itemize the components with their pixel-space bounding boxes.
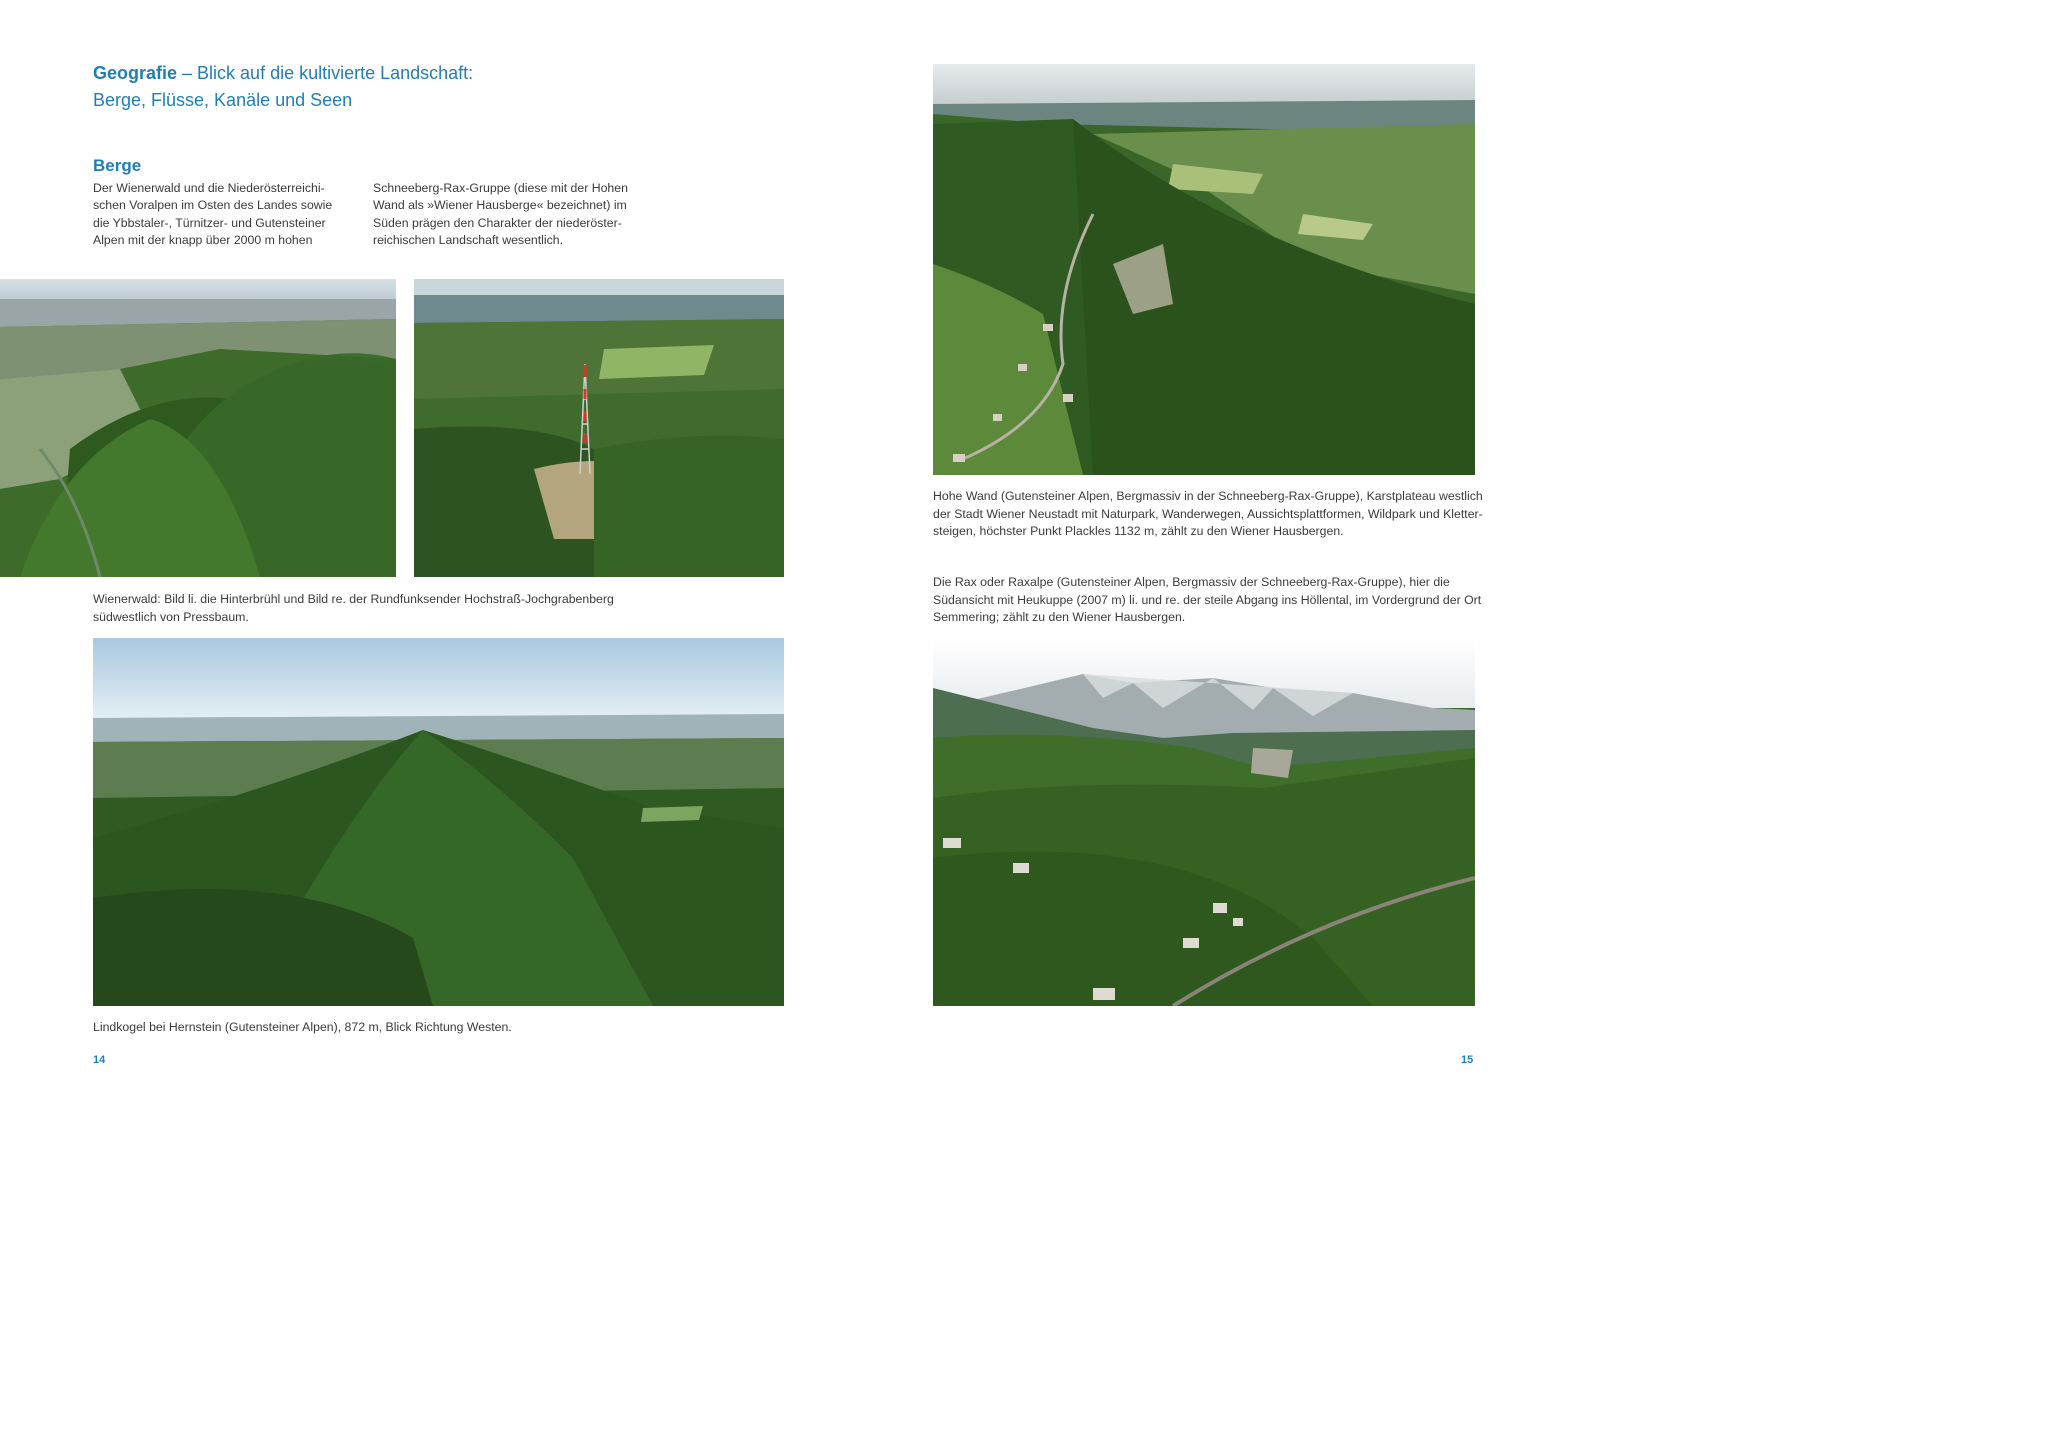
photo-lindkogel: [93, 638, 784, 1006]
caption-lindkogel: [93, 1019, 713, 1037]
caption-rax: [933, 574, 1493, 627]
body-line: reichischen Landschaft wesentlich.: [373, 232, 564, 247]
title-bold: Geografie: [93, 63, 178, 83]
caption-wienerwald: [93, 591, 713, 626]
page-title: [93, 60, 653, 114]
body-line: schen Voralpen im Osten des Landes sowie: [93, 198, 333, 213]
section-heading: Berge: [93, 156, 142, 175]
body-line: Alpen mit der knapp über 2000 m hohen: [93, 232, 313, 247]
caption-line: steigen, höchster Punkt Plackles 1132 m, zählt zu den Wiener Hausbergen.: [933, 524, 1344, 538]
caption-line: Lindkogel bei Hernstein (Gutensteiner Alpen), 872 m, Blick Richtung Westen.: [93, 1020, 512, 1034]
title-line2: Berge, Flüsse, Kanäle und Seen: [93, 90, 353, 110]
caption-line: Hohe Wand (Gutensteiner Alpen, Bergmassiv in der Schneeberg-Rax-Gruppe), Karstplateau westlich: [933, 489, 1483, 503]
body-line: Der Wienerwald und die Niederösterreichi-: [93, 181, 325, 195]
caption-line: Die Rax oder Raxalpe (Gutensteiner Alpen, Bergmassiv der Schneeberg-Rax-Gruppe), hier die: [933, 575, 1450, 589]
photo-hochstrass-transmitter: [414, 279, 784, 577]
photo-rax-semmering: [933, 638, 1475, 1006]
photo-hinterbruehl: [0, 279, 396, 577]
caption-line: der Stadt Wiener Neustadt mit Naturpark, Wanderwegen, Aussichtsplattformen, Wildpark und Kletter-: [933, 506, 1483, 521]
body-line: Schneeberg-Rax-Gruppe (diese mit der Hohen: [373, 181, 628, 195]
caption-line: südwestlich von Pressbaum.: [93, 609, 249, 624]
body-line: Wand als »Wiener Hausberge« bezeichnet) im: [373, 198, 627, 213]
caption-hohe-wand: [933, 488, 1493, 541]
page-number-left: 14: [93, 1054, 106, 1066]
photo-hohe-wand: [933, 64, 1475, 475]
body-line: die Ybbstaler-, Türnitzer- und Gutensteiner: [93, 215, 326, 230]
body-column-1: [93, 180, 353, 249]
body-column-2: [373, 180, 653, 249]
title-rest: – Blick auf die kultivierte Landschaft:: [177, 63, 474, 83]
body-line: Süden prägen den Charakter der niederöster-: [373, 215, 622, 230]
page-number-right: 15: [1461, 1054, 1474, 1066]
caption-line: Semmering; zählt zu den Wiener Hausbergen.: [933, 610, 1186, 624]
caption-line: Wienerwald: Bild li. die Hinterbrühl und Bild re. der Rundfunksender Hochstraß-Jochgrabenberg: [93, 592, 614, 606]
caption-line: Südansicht mit Heukuppe (2007 m) li. und re. der steile Abgang ins Höllental, im Vordergrund der Ort: [933, 592, 1482, 607]
